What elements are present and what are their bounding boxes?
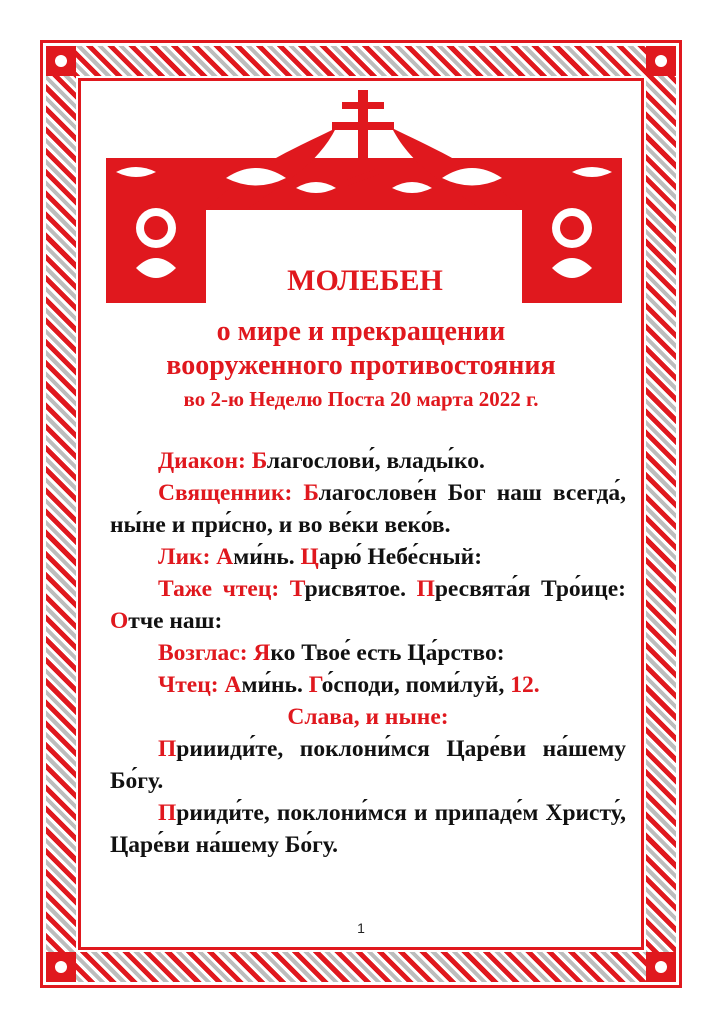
prayer-text: ко Твое́ есть Ца́рство: [270, 640, 505, 666]
rubric-text: 12. [510, 672, 540, 698]
prayer-text: тче наш: [128, 608, 223, 634]
prayer-text: ресвята́я Тро́ице: [434, 576, 626, 602]
rubric-text: П [158, 736, 177, 762]
frame-corner-top-right [646, 46, 676, 76]
date-line: во 2-ю Неделю Поста 20 марта 2022 г. [183, 387, 539, 411]
rubric-text: Слава, и ныне: [287, 704, 449, 730]
frame-corner-top-left [46, 46, 76, 76]
frame-corner-bottom-left [46, 952, 76, 982]
liturgy-paragraph [110, 477, 626, 541]
liturgy-paragraph [110, 445, 626, 477]
rubric-text: Лик: [158, 544, 217, 570]
frame-corner-bottom-right [646, 952, 676, 982]
rubric-text: П [416, 576, 435, 602]
prayer-text: рииди́те, поклони́мся и припаде́м Христу́, Царе́ви на́шему Бо́гу. [110, 800, 626, 858]
prayer-text: о́споди, поми́луй, [321, 672, 511, 698]
rubric-text: А [216, 544, 234, 570]
liturgy-paragraph [110, 637, 626, 669]
prayer-text: лагослови́, влады́ко. [266, 448, 485, 474]
subtitle-line-1: о мире и прекращении [216, 316, 506, 347]
liturgy-paragraph [110, 573, 626, 637]
rubric-text: Б [251, 448, 267, 474]
prayer-text: рисвятое. [304, 576, 417, 602]
rubric-text: Г [308, 672, 322, 698]
page-number: 1 [357, 920, 365, 936]
liturgy-paragraph [110, 541, 626, 573]
rubric-text: П [158, 800, 177, 826]
rubric-text: Т [289, 576, 305, 602]
rubric-text: Чтец: [158, 672, 225, 698]
liturgy-paragraph [110, 669, 626, 701]
prayer-text: риииди́те, поклони́мся Царе́ви на́шему Бо́гу. [110, 736, 626, 794]
prayer-text: арю́ Небе́сный: [318, 544, 483, 570]
rubric-text: Возглас: [158, 640, 254, 666]
prayer-text: ми́нь. [233, 544, 301, 570]
liturgy-paragraph [110, 733, 626, 797]
prayer-text: лагослове́н Бог наш всегда́, ны́не и при́сно, и во ве́ки веко́в. [110, 480, 626, 538]
rubric-text: О [110, 608, 129, 634]
rubric-text: Я [253, 640, 271, 666]
prayer-text: ми́нь. [241, 672, 309, 698]
liturgy-paragraph [110, 797, 626, 861]
rubric-text: Б [303, 480, 319, 506]
rubric-text: Ц [300, 544, 319, 570]
liturgy-paragraph [110, 701, 626, 733]
subtitle-line-2: вооруженного противостояния [166, 350, 556, 381]
rubric-text: Таже чтец: [158, 576, 290, 602]
rubric-text: Священник: [158, 480, 304, 506]
rubric-text: А [224, 672, 242, 698]
rubric-text: Диакон: [158, 448, 252, 474]
liturgy-text [110, 445, 626, 861]
document-title: МОЛЕБЕН [287, 264, 443, 297]
